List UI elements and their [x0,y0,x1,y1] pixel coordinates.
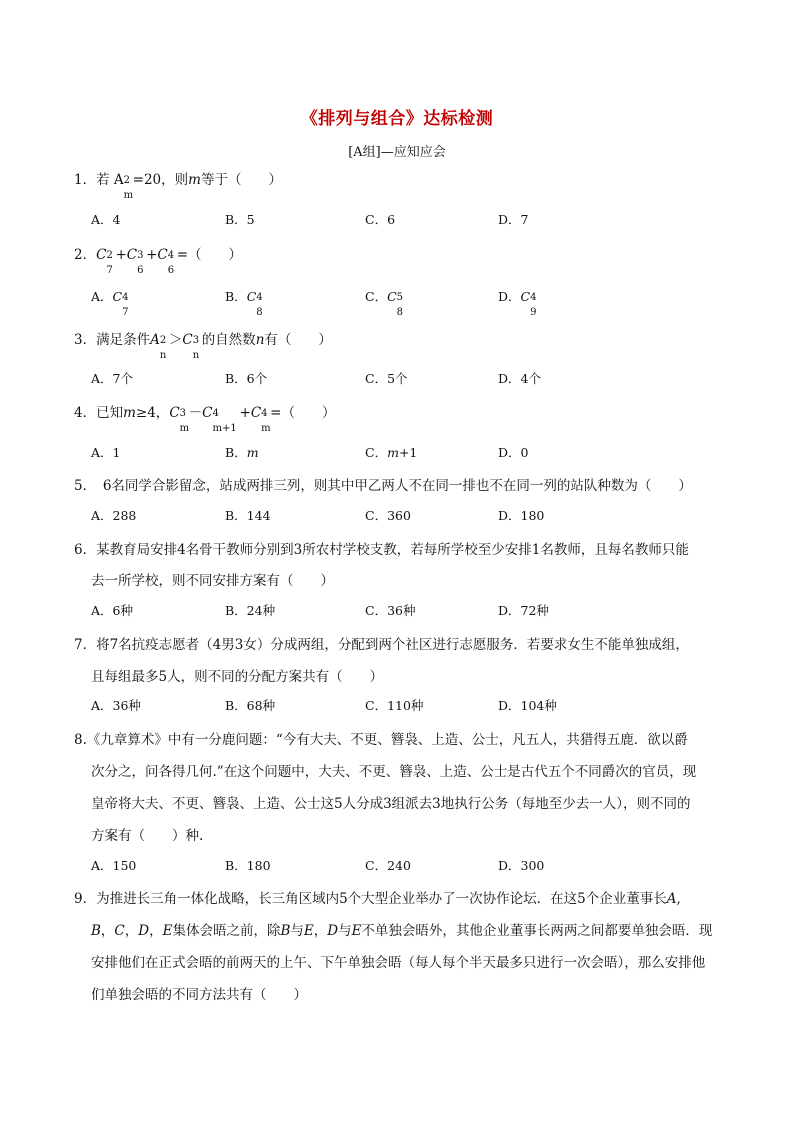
question-7-option-b: B．68种 [225,698,276,713]
section-subtitle: [A组]—应知应会 [348,145,446,160]
page-title: 《排列与组合》达标检测 [300,109,494,129]
question-4-option-b: B．m [225,445,259,460]
question-6-option-a: A．6种 [91,603,133,618]
question-9-stem-line-1: 9．为推进长三角一体化战略，长三角区域内5个大型企业举办了一次协作论坛．在这5个企业董事长A, [74,891,681,907]
question-6-option-d: D．72种 [498,603,549,618]
question-5-option-a: A．288 [91,508,137,523]
question-7-option-c: C．110种 [365,698,424,713]
question-2-option-a: A．C 4 7 [91,289,129,318]
question-4-option-d: D．0 [498,445,529,460]
question-1-option-b: B．5 [225,212,255,227]
question-2-option-c: C．C 5 8 [365,289,404,318]
question-6-stem-line-2: 去一所学校，则不同安排方案有（ ） [91,573,334,589]
question-7-stem-line-1: 7．将7名抗疫志愿者（4男3女）分成两组，分配到两个社区进行志愿服务．若要求女生不能单独成组， [74,637,689,653]
question-8-stem-line-4: 方案有（ ）种. [91,828,204,844]
question-8-stem-line-1: 8.《九章算术》中有一分鹿问题：“今有大夫、不更、簪袅、上造、公士，凡五人，共猎得五鹿．欲以爵 [74,732,688,748]
question-7-option-d: D．104种 [498,698,557,713]
question-2-option-b: B．C 4 8 [225,289,263,318]
question-5-option-b: B．144 [225,508,271,523]
question-2-stem: 2．C 2 7 +C 3 6 +C 4 6 =（ ） [74,247,243,276]
question-8-option-c: C．240 [365,858,411,873]
question-5-option-d: D．180 [498,508,545,523]
question-6-option-b: B．24种 [225,603,276,618]
question-6-stem-line-1: 6．某教育局安排4名骨干教师分别到3所农村学校支教，若每所学校至少安排1名教师，且每名教师只能 [74,542,689,558]
question-8-stem-line-2: 次分之，问各得几何.”在这个问题中，大夫、不更、簪袅、上造、公士是古代五个不同爵次的官员，现 [91,764,697,780]
question-5-option-c: C．360 [365,508,411,523]
question-8-option-b: B．180 [225,858,271,873]
question-1-stem: 1．若 A 2 m =20，则m等于（ ） [74,172,282,201]
question-3-option-d: D．4个 [498,371,541,386]
question-7-stem-line-2: 且每组最多5人，则不同的分配方案共有（ ） [91,669,384,685]
question-2-option-d: D．C 4 9 [498,289,537,318]
question-5-stem: 5． 6名同学合影留念，站成两排三列，则其中甲乙两人不在同一排也不在同一列的站队种数为（ ） [74,478,692,494]
question-3-option-c: C．5个 [365,371,408,386]
question-1-option-d: D．7 [498,212,529,227]
question-3-option-a: A．7个 [91,371,133,386]
question-4-stem: 4．已知m≥4，C 3 m －C 4 m+1 +C 4 m =（ ） [74,405,336,434]
question-1-option-c: C．6 [365,212,396,227]
question-9-stem-line-4: 们单独会晤的不同方法共有（ ） [91,987,307,1003]
question-1-option-a: A．4 [91,212,121,227]
question-3-option-b: B．6个 [225,371,268,386]
question-7-option-a: A．36种 [91,698,141,713]
question-8-stem-line-3: 皇帝将大夫、不更、簪袅、上造、公士这5人分成3组派去3地执行公务（每地至少去一人），则不同的 [91,796,691,812]
question-9-stem-line-3: 安排他们在正式会晤的前两天的上午、下午单独会晤（每人每个半天最多只进行一次会晤），那么安排他 [91,955,706,971]
question-8-option-d: D．300 [498,858,545,873]
question-8-option-a: A．150 [91,858,137,873]
question-9-stem-line-2: B，C，D，E集体会晤之前，除B与E，D与E不单独会晤外，其他企业董事长两两之间都要单独会晤．现 [91,923,713,939]
question-4-option-c: C．m+1 [365,445,418,460]
question-3-stem: 3．满足条件A 2 n ＞C 3 n 的自然数n有（ ） [74,332,332,361]
question-4-option-a: A．1 [91,445,121,460]
question-6-option-c: C．36种 [365,603,416,618]
